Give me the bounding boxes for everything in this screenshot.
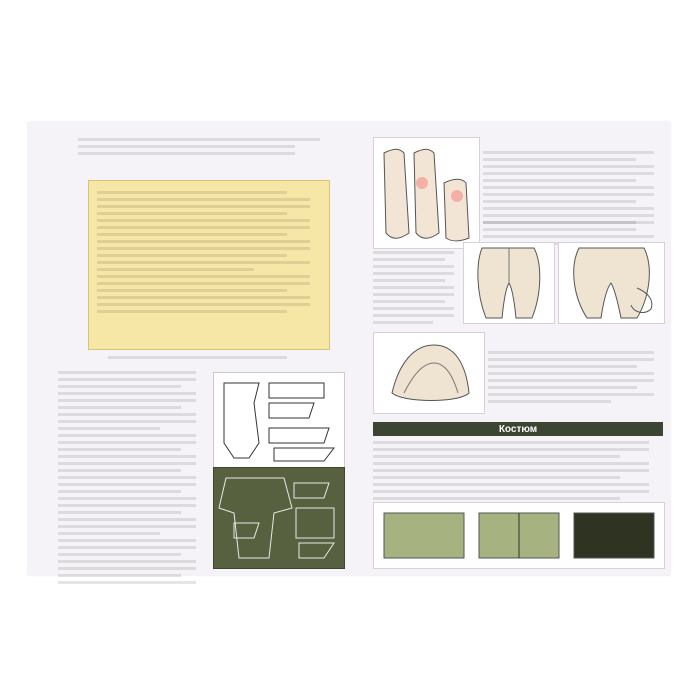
costume-section-header [373, 422, 663, 436]
photo-caption-placeholder [108, 352, 318, 360]
pattern-diagram-light [213, 372, 345, 469]
doll-torso-illustration [373, 332, 485, 414]
costume-instructions-text [373, 437, 663, 502]
right-steps-text-3 [373, 247, 458, 322]
right-steps-text-4 [488, 347, 663, 402]
hands-doll-leg-illustration [373, 137, 480, 249]
document-page [28, 122, 670, 575]
doll-legs-sewing-illustration-1 [463, 242, 555, 324]
pattern-diagram-dark [213, 467, 345, 569]
header-text-placeholder [78, 134, 333, 176]
shorts-pattern-illustration [373, 502, 665, 569]
costume-title: Костюм [498, 423, 538, 435]
right-steps-text-1 [483, 147, 663, 217]
doll-legs-sewing-illustration-2 [558, 242, 665, 324]
master-class-box [88, 180, 330, 350]
left-steps-text [58, 367, 203, 562]
